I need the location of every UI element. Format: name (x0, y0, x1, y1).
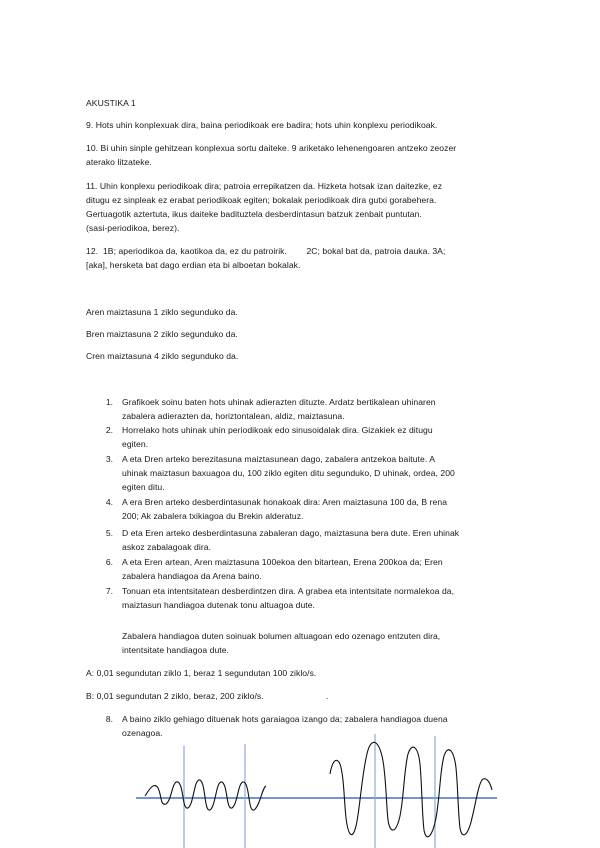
list-item-7-note-line-1: Zabalera handiagoa duten soinuak bolumen altuagoan edo ozenago entzuten dira, (122, 631, 441, 641)
list-number-2: 2. (105, 425, 113, 435)
paragraph-12-line-2: [aka], hersketa bat dago erdian eta bi alboetan bokalak. (86, 260, 301, 270)
large-wave-curve (330, 742, 492, 836)
list-item-3-line-1: A eta Dren arteko berezitasuna maiztasunean dago, zabalera antzekoa baitute. A (122, 454, 436, 464)
list-item-8-line-2: ozenagoa. (122, 728, 163, 738)
list-item-4-line-1: A era Bren arteko desberdintasunak honakoak dira: Aren maiztasuna 100 da, B rena (122, 497, 448, 507)
frequency-a: Aren maiztasuna 1 ziklo segunduko da. (86, 307, 238, 317)
list-item-1-line-2: zabalera adierazten da, horiztontalean, aldiz, maiztasuna. (122, 411, 345, 421)
paragraph-9: 9. Hots uhin konplexuak dira, baina periodikoak ere badira; hots uhin konplexu periodikoak. (86, 120, 438, 130)
paragraph-11-line-4: (sasi-periodikoa, berez). (86, 223, 180, 233)
frequency-c: Cren maiztasuna 4 ziklo segunduko da. (86, 351, 239, 361)
list-number-8: 8. (105, 714, 113, 724)
list-number-5: 5. (105, 528, 113, 538)
list-number-4: 4. (105, 497, 113, 507)
document-title: AKUSTIKA 1 (86, 98, 136, 108)
list-item-5-line-1: D eta Eren arteko desberdintasuna zabaleran dago, maiztasuna bera dute. Eren uhinak (122, 528, 460, 538)
paragraph-11-line-3: Gertuagotik aztertuta, ikus daiteke badituztela desberdintasun batzuk zenbait puntutan. (86, 209, 422, 219)
paragraph-10-line-2: aterako litzateke. (86, 157, 152, 167)
frequency-b: Bren maiztasuna 2 ziklo segunduko da. (86, 329, 238, 339)
list-item-5-line-2: askoz zabalagoak dira. (122, 542, 212, 552)
list-item-8-line-1: A baino ziklo gehiago dituenak hots garaiagoa izango da; zabalera handiagoa duena (122, 714, 448, 724)
list-item-6-line-1: A eta Eren artean, Aren maiztasuna 100ekoa den bitartean, Erena 200koa da; Eren (122, 557, 443, 567)
list-number-6: 6. (105, 557, 113, 567)
list-item-7-line-1: Tonuan eta intentsitatean desberdintzen dira. A grabea eta intentsitate normalekoa da, (122, 586, 455, 596)
list-item-3-line-3: egiten ditu. (122, 482, 165, 492)
list-item-2-line-2: egiten. (122, 439, 149, 449)
list-item-4-line-2: 200; Ak zabalera txikiagoa du Brekin alderatuz. (122, 511, 304, 521)
calculation-b-dot: . (326, 691, 329, 701)
list-item-3-line-2: uhinak maiztasun baxuagoa du, 100 ziklo egiten ditu segunduko, D uhinak, ordea, 200 (122, 468, 455, 478)
list-item-1-line-1: Grafikoek soinu baten hots uhinak adierazten dituzte. Ardatz bertikalean uhinaren (122, 397, 436, 407)
list-item-2-line-1: Horrelako hots uhinak uhin periodikoak edo sinusoidalak dira. Gizakiek ez ditugu (122, 425, 433, 435)
small-wave-curve (145, 780, 266, 810)
paragraph-11-line-1: 11. Uhin konplexu periodikoak dira; patroia errepikatzen da. Hizketa hotsak izan daitezke, ez (86, 181, 443, 191)
list-item-7-line-2: maiztasun handiagoa dutenak tonu altuagoa dute. (122, 600, 315, 610)
calculation-b: B: 0,01 segundutan 2 ziklo, beraz, 200 ziklo/s. (86, 691, 264, 701)
paragraph-10-line-1: 10. Bi uhin sinple gehitzean konplexua sortu daiteke. 9 ariketako lehenengoaren antzeko zeozer (86, 143, 457, 153)
list-number-1: 1. (105, 397, 113, 407)
list-number-7: 7. (105, 586, 113, 596)
waveform-sketch (0, 730, 600, 848)
paragraph-12-line-1: 12. 1B; aperiodikoa da, kaotikoa da, ez du patroirik. 2C; bokal bat da, patroia dauka. 3A; (86, 246, 446, 256)
calculation-a: A: 0,01 segundutan ziklo 1, beraz 1 segundutan 100 ziklo/s. (86, 668, 317, 678)
list-number-3: 3. (105, 454, 113, 464)
list-item-7-note-line-2: intentsitate handiagoa dute. (122, 645, 229, 655)
list-item-6-line-2: zabalera handiagoa da Arena baino. (122, 571, 262, 581)
paragraph-11-line-2: ditugu ez sinpleak ez erabat periodikoak egiten; bokalak periodikoak dira gutxi gorabehera. (86, 195, 437, 205)
